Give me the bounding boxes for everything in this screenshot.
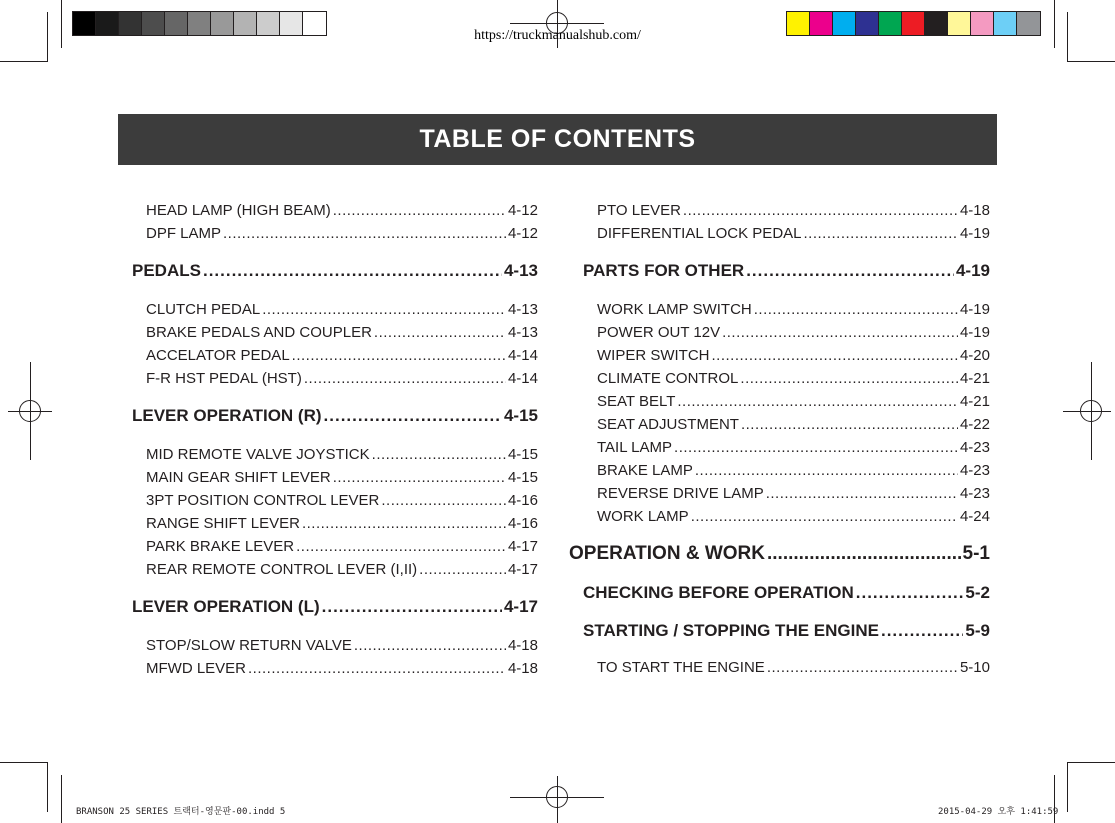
dot-leader <box>248 659 506 679</box>
toc-entry <box>146 468 538 488</box>
toc-entry-title: STOP/SLOW RETURN VALVE <box>146 637 352 654</box>
toc-page-number: 4-13 <box>507 324 538 341</box>
toc-entry-title: CHECKING BEFORE OPERATION <box>583 583 854 602</box>
toc-page-number: 4-23 <box>959 439 990 456</box>
dot-leader <box>374 323 506 343</box>
toc-entry <box>146 323 538 343</box>
toc-entry <box>146 491 538 511</box>
toc-entry-title: BRAKE PEDALS AND COUPLER <box>146 324 372 341</box>
toc-page-number: 4-23 <box>959 462 990 479</box>
registration-line <box>1063 411 1111 412</box>
dot-leader <box>856 582 964 604</box>
toc-entry <box>597 300 990 320</box>
toc-entry <box>146 560 538 580</box>
toc-page-number: 4-15 <box>507 469 538 486</box>
dot-leader <box>304 369 506 389</box>
toc-section-heading <box>132 596 538 618</box>
crop-mark <box>1067 762 1068 812</box>
toc-section-heading <box>583 582 990 604</box>
toc-entry <box>146 445 538 465</box>
toc-page-number: 4-19 <box>959 225 990 242</box>
toc-entry <box>146 537 538 557</box>
toc-entry-title: CLIMATE CONTROL <box>597 370 739 387</box>
toc-entry-title: MAIN GEAR SHIFT LEVER <box>146 469 331 486</box>
crop-mark <box>47 762 48 812</box>
dot-leader <box>746 260 954 282</box>
toc-entry-title: MID REMOTE VALVE JOYSTICK <box>146 446 370 463</box>
toc-entry-title: REVERSE DRIVE LAMP <box>597 485 764 502</box>
toc-page-number: 4-14 <box>507 347 538 364</box>
toc-entry <box>146 659 538 679</box>
toc-entry <box>146 369 538 389</box>
toc-page-number: 4-13 <box>503 261 538 280</box>
toc-entry-title: HEAD LAMP (HIGH BEAM) <box>146 202 331 219</box>
dot-leader <box>354 636 506 656</box>
dot-leader <box>419 560 506 580</box>
toc-entry-title: DIFFERENTIAL LOCK PEDAL <box>597 225 802 242</box>
toc-entry-title: POWER OUT 12V <box>597 324 721 341</box>
toc-entry <box>597 346 990 366</box>
toc-page-number: 4-23 <box>959 485 990 502</box>
toc-section-heading <box>583 620 990 642</box>
footer-file-name: BRANSON 25 SERIES 트랙터-영문판-00.indd 5 <box>76 807 286 817</box>
toc-entry-title: ACCELATOR PEDAL <box>146 347 290 364</box>
dot-leader <box>223 224 506 244</box>
toc-entry-title: STARTING / STOPPING THE ENGINE <box>583 621 879 640</box>
toc-page-number: 4-17 <box>503 597 538 616</box>
toc-page-number: 4-19 <box>955 261 990 280</box>
dot-leader <box>881 620 963 642</box>
toc-entry-title: TAIL LAMP <box>597 439 673 456</box>
toc-entry <box>597 484 990 504</box>
dot-leader <box>381 491 506 511</box>
toc-page-number: 4-19 <box>959 324 990 341</box>
toc-entry <box>146 300 538 320</box>
toc-entry <box>597 224 990 244</box>
toc-entry-title: PTO LEVER <box>597 202 681 219</box>
dot-leader <box>292 346 506 366</box>
toc-entry-title: WORK LAMP SWITCH <box>597 301 752 318</box>
toc-entry-title: WIPER SWITCH <box>597 347 710 364</box>
toc-page-number: 5-2 <box>965 583 990 602</box>
dot-leader <box>333 468 506 488</box>
toc-section-heading <box>583 260 990 282</box>
dot-leader <box>722 323 958 343</box>
toc-entry <box>597 438 990 458</box>
dot-leader <box>296 537 506 557</box>
crop-mark <box>1067 762 1115 763</box>
toc-page-number: 4-16 <box>507 515 538 532</box>
dot-leader <box>691 507 958 527</box>
toc-entry <box>597 461 990 481</box>
dot-leader <box>740 369 958 389</box>
toc-page-number: 4-14 <box>507 370 538 387</box>
toc-page-number: 4-15 <box>507 446 538 463</box>
toc-page-number: 4-13 <box>507 301 538 318</box>
toc-entry-title: LEVER OPERATION (L) <box>132 597 320 616</box>
toc-page-number: 4-17 <box>507 538 538 555</box>
toc-entry-title: 3PT POSITION CONTROL LEVER <box>146 492 380 509</box>
toc-entry-title: OPERATION & WORK <box>569 543 765 564</box>
toc-page-number: 4-15 <box>503 406 538 425</box>
dot-leader <box>677 392 958 412</box>
toc-page-number: 4-22 <box>959 416 990 433</box>
toc-entry-title: SEAT BELT <box>597 393 676 410</box>
toc-section-heading <box>132 260 538 282</box>
dot-leader <box>674 438 958 458</box>
registration-line <box>1091 362 1092 460</box>
crop-mark <box>61 775 62 823</box>
toc-entry <box>597 415 990 435</box>
toc-entry <box>597 658 990 678</box>
toc-entry-title: CLUTCH PEDAL <box>146 301 261 318</box>
toc-entry <box>146 514 538 534</box>
toc-page-number: 4-12 <box>507 225 538 242</box>
dot-leader <box>302 514 506 534</box>
toc-entry <box>146 636 538 656</box>
toc-entry <box>597 392 990 412</box>
toc-entry-title: PARTS FOR OTHER <box>583 261 745 280</box>
toc-page-number: 4-12 <box>507 202 538 219</box>
dot-leader <box>695 461 958 481</box>
toc-entry-title: DPF LAMP <box>146 225 222 242</box>
toc-section-heading <box>132 405 538 427</box>
toc-entry <box>597 201 990 221</box>
registration-line <box>557 776 558 823</box>
toc-page-number: 4-18 <box>507 660 538 677</box>
toc-chapter-heading <box>569 542 990 566</box>
toc-entry-title: F-R HST PEDAL (HST) <box>146 370 302 387</box>
toc-page-number: 4-18 <box>959 202 990 219</box>
source-url: https://truckmanualshub.com/ <box>474 28 641 43</box>
toc-entry-title: BRAKE LAMP <box>597 462 693 479</box>
page-title: TABLE OF CONTENTS <box>118 114 997 165</box>
toc-entry-title: PEDALS <box>132 261 201 280</box>
toc-entry-title: LEVER OPERATION (R) <box>132 406 322 425</box>
dot-leader <box>712 346 958 366</box>
dot-leader <box>767 658 958 678</box>
toc-entry-title: PARK BRAKE LEVER <box>146 538 295 555</box>
crop-mark <box>0 762 48 763</box>
registration-line <box>30 362 31 460</box>
dot-leader <box>322 596 502 618</box>
toc-page-number: 5-1 <box>962 543 990 564</box>
footer-timestamp: 2015-04-29 오후 1:41:59 <box>938 807 1059 817</box>
toc-page-number: 4-21 <box>959 393 990 410</box>
dot-leader <box>741 415 958 435</box>
toc-page-number: 5-10 <box>959 659 990 676</box>
toc-entry-title: TO START THE ENGINE <box>597 659 765 676</box>
toc-entry <box>597 323 990 343</box>
dot-leader <box>767 542 961 566</box>
dot-leader <box>766 484 958 504</box>
dot-leader <box>683 201 958 221</box>
toc-entry <box>146 346 538 366</box>
toc-page-number: 4-18 <box>507 637 538 654</box>
toc-page-number: 4-21 <box>959 370 990 387</box>
toc-page-number: 4-20 <box>959 347 990 364</box>
toc-page-number: 4-24 <box>959 508 990 525</box>
toc-page-number: 4-16 <box>507 492 538 509</box>
crop-mark <box>1067 61 1115 62</box>
toc-entry-title: RANGE SHIFT LEVER <box>146 515 300 532</box>
dot-leader <box>754 300 958 320</box>
toc-page-number: 4-19 <box>959 301 990 318</box>
toc-page-number: 5-9 <box>965 621 990 640</box>
toc-entry <box>597 507 990 527</box>
toc-entry <box>146 224 538 244</box>
toc-entry-title: MFWD LEVER <box>146 660 247 677</box>
toc-entry-title: REAR REMOTE CONTROL LEVER (I,II) <box>146 561 418 578</box>
toc-page-number: 4-17 <box>507 561 538 578</box>
toc-entry <box>146 201 538 221</box>
dot-leader <box>262 300 506 320</box>
dot-leader <box>333 201 506 221</box>
crop-mark <box>0 61 48 62</box>
dot-leader <box>372 445 506 465</box>
dot-leader <box>804 224 958 244</box>
dot-leader <box>324 405 502 427</box>
toc-entry <box>597 369 990 389</box>
dot-leader <box>203 260 502 282</box>
toc-entry-title: SEAT ADJUSTMENT <box>597 416 739 433</box>
toc-entry-title: WORK LAMP <box>597 508 689 525</box>
